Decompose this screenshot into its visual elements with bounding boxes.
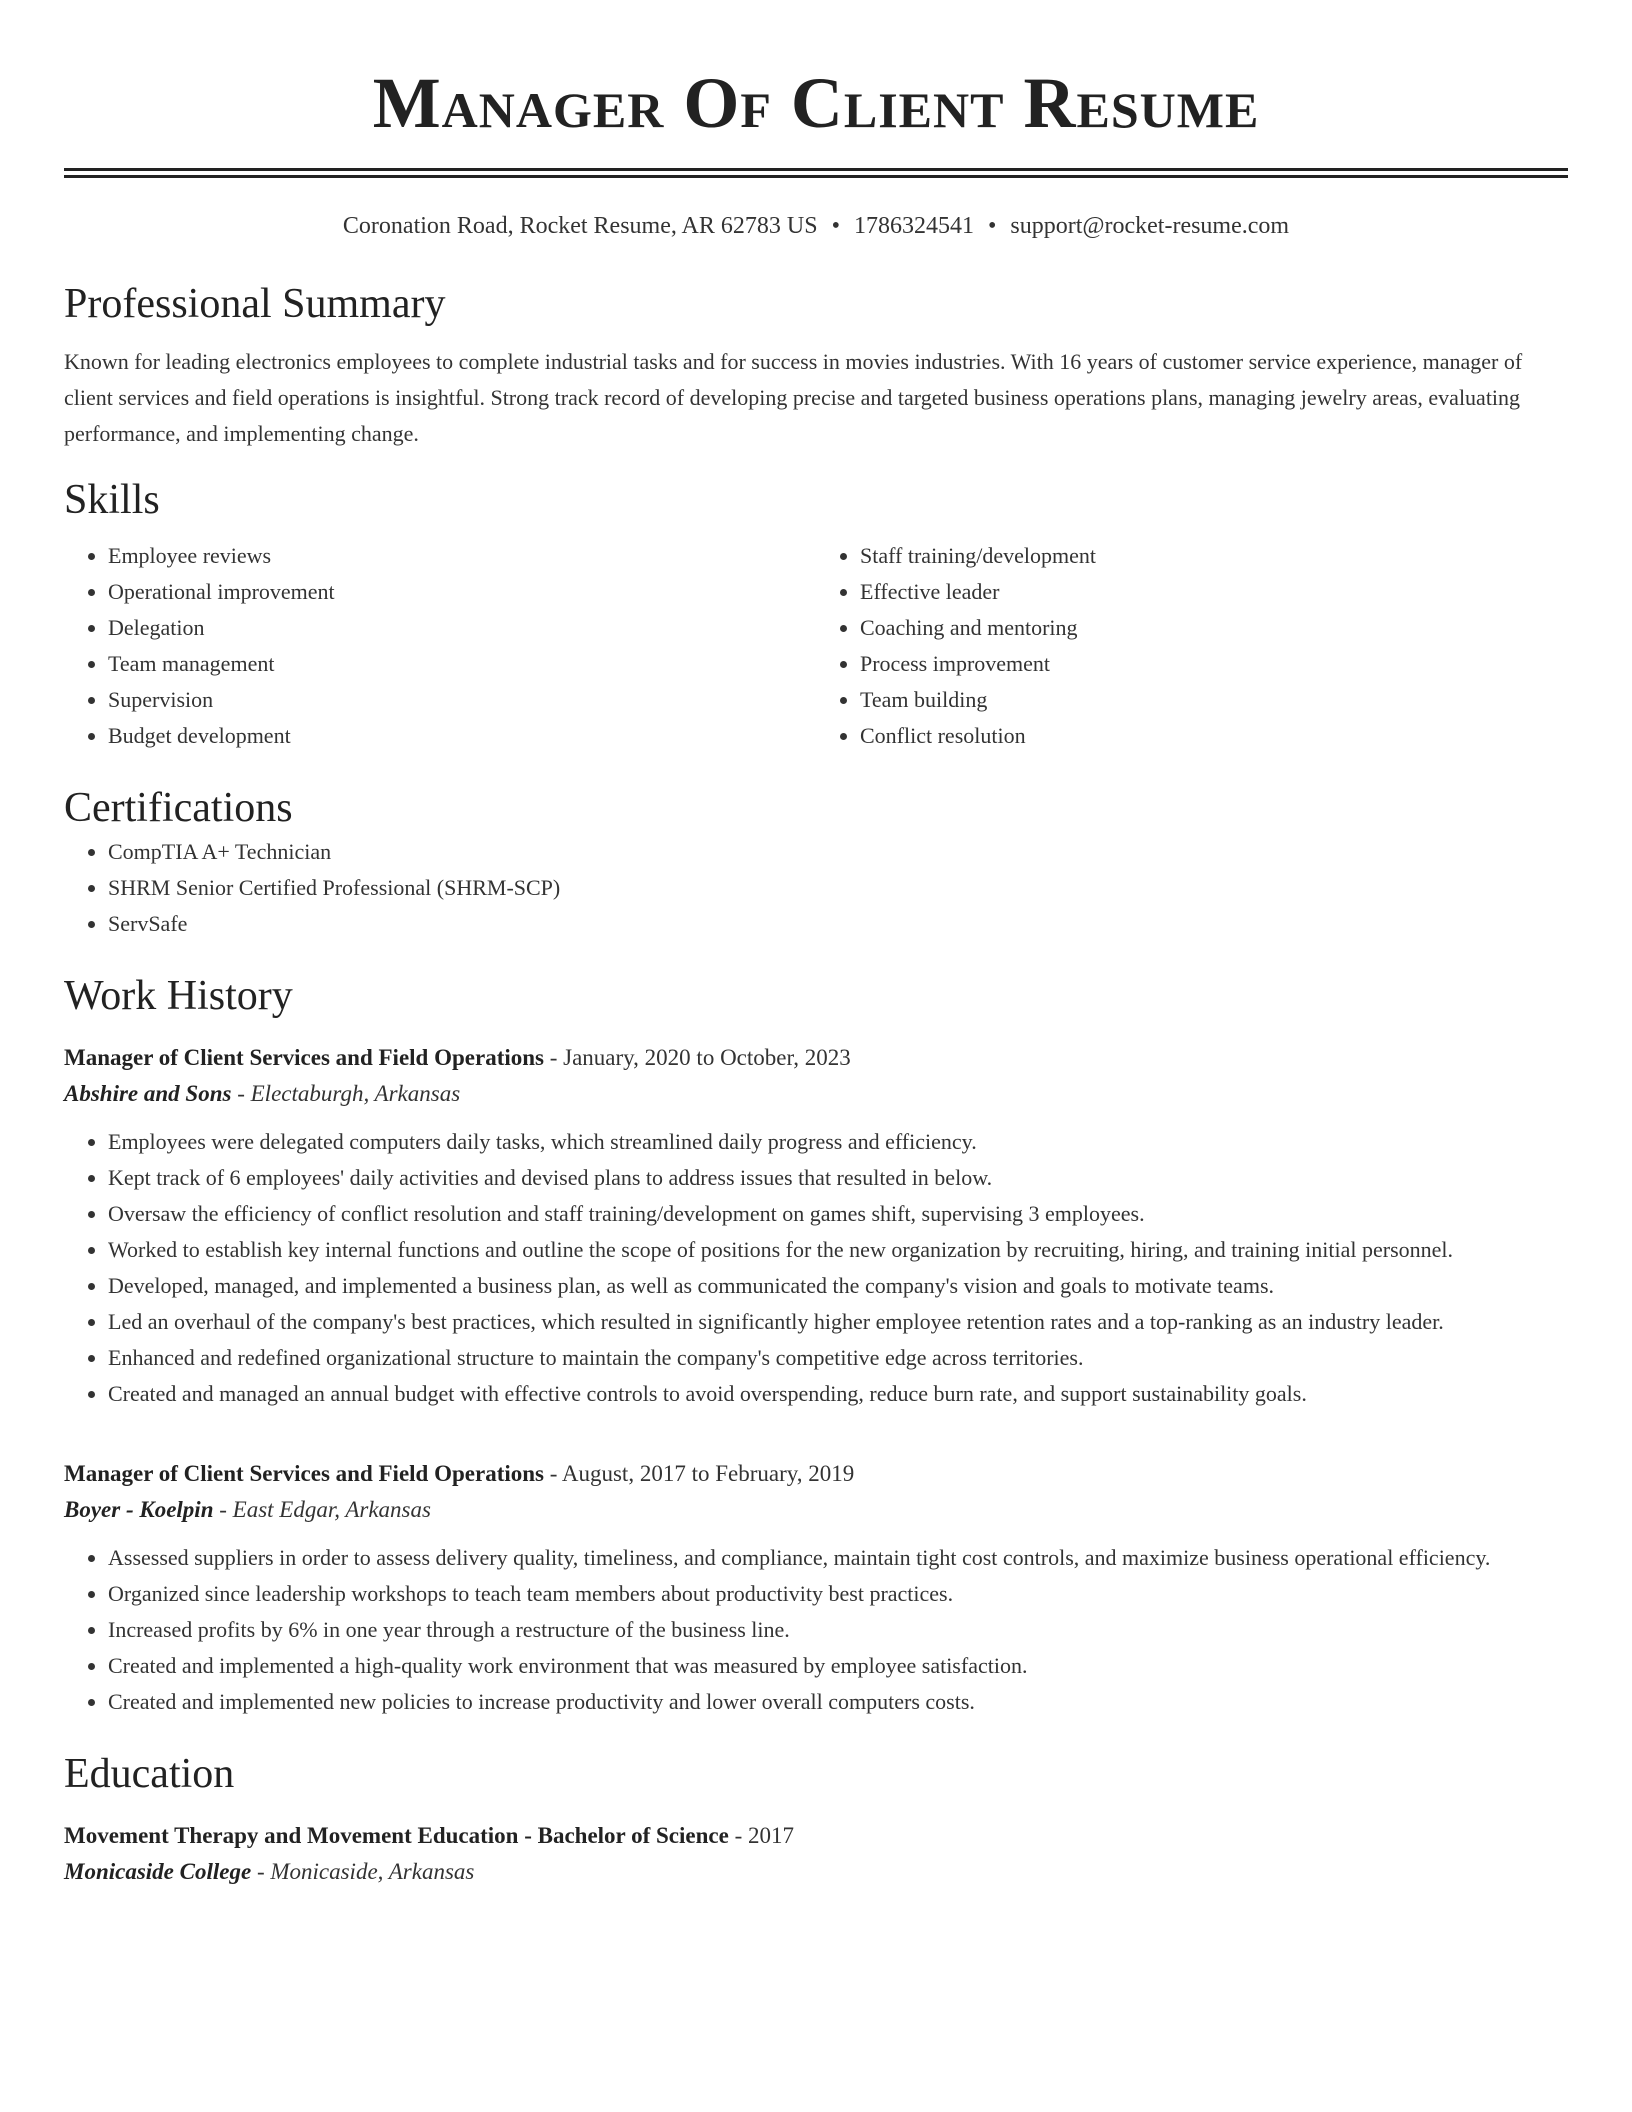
skill-item: • Supervision (108, 682, 816, 718)
contact-email: support@rocket-resume.com (1010, 213, 1290, 239)
degree-name: Movement Therapy and Movement Education - Bachelor of Science (64, 1823, 729, 1848)
certification-item: • SHRM Senior Certified Professional (SHRM-SCP) (108, 870, 1568, 906)
section-heading-certifications: Certifications (64, 785, 293, 831)
skill-item: • Team building (860, 682, 1568, 718)
resume-title: Manager Of Client Resume (372, 63, 1260, 143)
job-title-line (64, 1456, 1568, 1492)
job-dates: - August, 2017 to February, 2019 (543, 1461, 855, 1486)
job-bullet: • Employees were delegated computers daily tasks, which streamlined daily progress and efficiency. (108, 1124, 1568, 1160)
section-heading-skills: Skills (64, 477, 160, 523)
job-bullets (64, 1540, 1568, 1720)
section-heading-work-history: Work History (64, 973, 293, 1019)
contact-phone: 1786324541 (853, 213, 974, 239)
title-divider (64, 168, 1568, 178)
skill-item: • Delegation (108, 610, 816, 646)
contact-separator: • (831, 213, 840, 239)
job-title: Manager of Client Services and Field Operations (64, 1461, 544, 1486)
school-name: Monicaside College (64, 1859, 252, 1884)
skill-item: • Budget development (108, 718, 816, 754)
education-entry (64, 1818, 1568, 1890)
job-bullet: • Increased profits by 6% in one year through a restructure of the business line. (108, 1612, 1568, 1648)
skill-item: • Employee reviews (108, 538, 816, 574)
job-title: Manager of Client Services and Field Operations (64, 1045, 544, 1070)
school-location: - Monicaside, Arkansas (251, 1859, 475, 1884)
skills-list-right (816, 538, 1568, 754)
summary-text: Known for leading electronics employees to complete industrial tasks and for success in movies industries. With 16 years of customer service experience, manager of client services and field operations is insightful. Strong track record of developing precise and targeted business operations plans, managing jewelry areas, evaluating performance, and implementing change. (64, 349, 1523, 446)
skill-item: • Conflict resolution (860, 718, 1568, 754)
company-line (64, 1076, 1568, 1112)
school-line (64, 1854, 1568, 1890)
job-bullet: • Created and implemented new policies to increase productivity and lower overall computers costs. (108, 1684, 1568, 1720)
certifications-list (64, 834, 1568, 942)
skill-item: • Staff training/development (860, 538, 1568, 574)
job-dates: - January, 2020 to October, 2023 (543, 1045, 851, 1070)
job-bullets (64, 1124, 1568, 1412)
skill-item: • Process improvement (860, 646, 1568, 682)
job-bullet: • Created and implemented a high-quality work environment that was measured by employee satisfaction. (108, 1648, 1568, 1684)
job-bullet: • Developed, managed, and implemented a business plan, as well as communicated the company's vision and goals to motivate teams. (108, 1268, 1568, 1304)
skill-item: • Effective leader (860, 574, 1568, 610)
company-location: - East Edgar, Arkansas (213, 1497, 431, 1522)
company-line (64, 1492, 1568, 1528)
contact-line (64, 210, 1568, 242)
job-bullet: • Kept track of 6 employees' daily activities and devised plans to address issues that resulted in below. (108, 1160, 1568, 1196)
contact-separator: • (987, 213, 997, 239)
company-name: Boyer - Koelpin (64, 1497, 214, 1522)
job-bullet: • Created and managed an annual budget with effective controls to avoid overspending, reduce burn rate, and support sustainability goals. (108, 1376, 1568, 1412)
job-bullet: • Enhanced and redefined organizational structure to maintain the company's competitive edge across territories. (108, 1340, 1568, 1376)
certification-item: • CompTIA A+ Technician (108, 834, 1568, 870)
job-bullet: • Organized since leadership workshops to teach team members about productivity best practices. (108, 1576, 1568, 1612)
skill-item: • Operational improvement (108, 574, 816, 610)
job-bullet: • Led an overhaul of the company's best practices, which resulted in significantly higher employee retention rates and a top-ranking as an industry leader. (108, 1304, 1568, 1340)
job-title-line (64, 1040, 1568, 1076)
company-location: - Electaburgh, Arkansas (231, 1081, 461, 1106)
skill-item: • Team management (108, 646, 816, 682)
job-entry (64, 1040, 1568, 1412)
section-heading-education: Education (64, 1751, 235, 1797)
certification-item: • ServSafe (108, 906, 1568, 942)
skills-list-left (64, 538, 816, 754)
degree-line (64, 1818, 1568, 1854)
degree-year: - 2017 (728, 1823, 794, 1848)
job-bullet: • Assessed suppliers in order to assess delivery quality, timeliness, and compliance, maintain tight cost controls, and maximize business operational efficiency. (108, 1540, 1568, 1576)
company-name: Abshire and Sons (64, 1081, 232, 1106)
contact-address: Coronation Road, Rocket Resume, AR 62783 US (342, 213, 818, 239)
job-entry (64, 1456, 1568, 1720)
job-bullet: • Worked to establish key internal functions and outline the scope of positions for the new organization by recruiting, hiring, and training initial personnel. (108, 1232, 1568, 1268)
job-bullet: • Oversaw the efficiency of conflict resolution and staff training/development on games shift, supervising 3 employees. (108, 1196, 1568, 1232)
section-heading-summary: Professional Summary (64, 281, 446, 327)
skill-item: • Coaching and mentoring (860, 610, 1568, 646)
skills-grid (64, 538, 1568, 754)
